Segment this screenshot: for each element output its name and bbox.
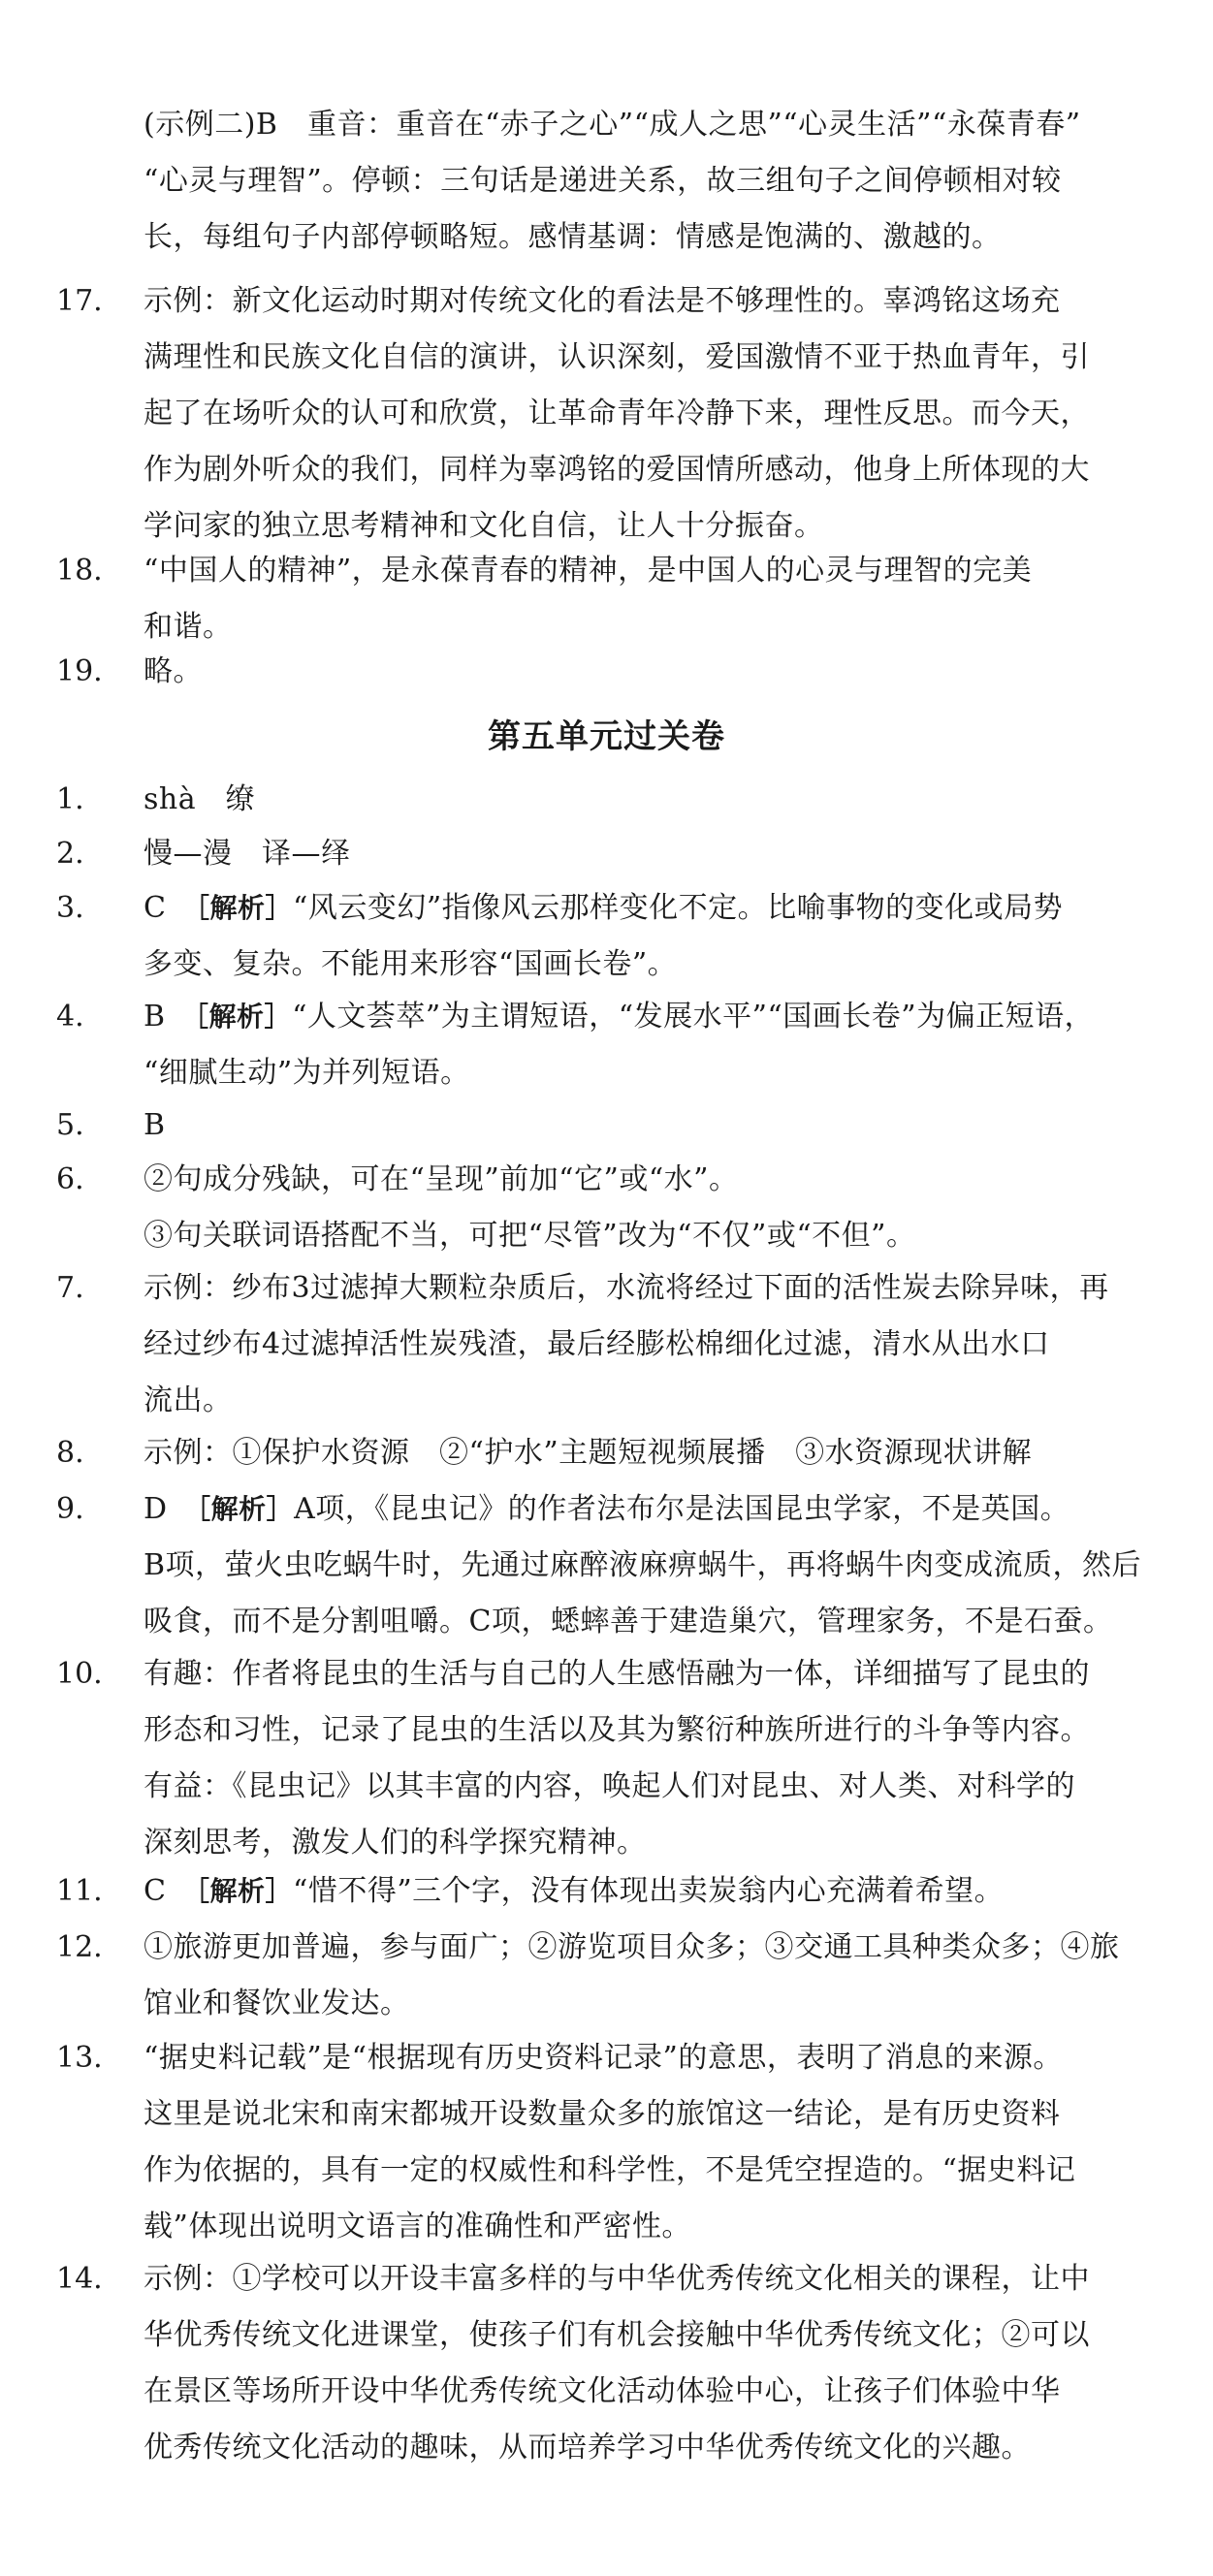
answer-18 [56, 543, 1171, 655]
answer-number: 3. [56, 891, 84, 925]
answer-line: 略。 [144, 654, 203, 688]
answer-number: 2. [56, 837, 84, 871]
answer-line: 有趣：作者将昆虫的生活与自己的人生感悟融为一体，详细描写了昆虫的 [144, 1657, 1090, 1691]
answer-line: 慢—漫 译—绎 [144, 837, 351, 871]
analysis-tag: ［解析］ [195, 1875, 293, 1907]
intro-line: “心灵与理智”。停顿：三句话是递进关系，故三组句子之间停顿相对较 [144, 164, 1062, 198]
answer-line: 多变、复杂。不能用来形容“国画长卷”。 [144, 947, 678, 981]
answer-line: “惜不得”三个字，没有体现出卖炭翁内心充满着希望。 [292, 1874, 1005, 1908]
answer-line: 馆业和餐饮业发达。 [144, 1987, 410, 2020]
answer-line: ①旅游更加普遍，参与面广；②游览项目众多；③交通工具种类众多；④旅 [144, 1930, 1120, 1964]
answer-number: 13. [56, 2041, 103, 2075]
answer-line: 在景区等场所开设中华优秀传统文化活动体验中心，让孩子们体验中华 [144, 2374, 1061, 2408]
answer-11 [56, 1863, 1171, 1920]
answer-4 [56, 989, 1171, 1101]
analysis-tag: ［解析］ [195, 892, 293, 924]
answer-5 [56, 1097, 1171, 1154]
intro-example-two [56, 97, 1171, 266]
answer-line: 流出。 [144, 1383, 233, 1417]
answer-line: 和谐。 [144, 610, 233, 644]
answer-6 [56, 1152, 1171, 1264]
answer-number: 9. [56, 1492, 84, 1526]
answer-number: 5. [56, 1108, 84, 1142]
answer-line: “风云变幻”指像风云那样变化不定。比喻事物的变化或局势 [292, 891, 1064, 925]
answer-13 [56, 2030, 1171, 2255]
answer-line: “细腻生动”为并列短语。 [144, 1056, 470, 1090]
answer-line: 优秀传统文化活动的趣味，从而培养学习中华优秀传统文化的兴趣。 [144, 2431, 1031, 2465]
answer-10 [56, 1646, 1171, 1871]
answer-line: 华优秀传统文化进课堂，使孩子们有机会接触中华优秀传统文化；②可以 [144, 2318, 1090, 2352]
answer-line: 示例：新文化运动时期对传统文化的看法是不够理性的。辜鸿铭这场充 [144, 284, 1061, 318]
answer-3 [56, 880, 1171, 993]
answer-number: 18. [56, 554, 103, 588]
answer-line: 示例：①学校可以开设丰富多样的与中华优秀传统文化相关的课程，让中 [144, 2262, 1090, 2296]
answer-line: 示例：纱布3过滤掉大颗粒杂质后，水流将经过下面的活性炭去除异味，再 [144, 1271, 1109, 1305]
answer-line: 示例：①保护水资源 ②“护水”主题短视频展播 ③水资源现状讲解 [144, 1436, 1033, 1470]
answer-number: 6. [56, 1162, 84, 1196]
answer-number: 11. [56, 1874, 103, 1908]
answer-line: 学问家的独立思考精神和文化自信，让人十分振奋。 [144, 509, 824, 543]
answer-number: 4. [56, 1000, 84, 1034]
answer-line: ③句关联词语搭配不当，可把“尽管”改为“不仅”或“不但”。 [144, 1219, 916, 1253]
answer-8 [56, 1425, 1171, 1481]
answer-12 [56, 1920, 1171, 2032]
answer-line: B项，萤火虫吃蜗牛时，先通过麻醉液麻痹蜗牛，再将蜗牛肉变成流质，然后 [144, 1548, 1142, 1582]
answer-line: 经过纱布4过滤掉活性炭残渣，最后经膨松棉细化过滤，清水从出水口 [144, 1327, 1050, 1361]
answer-line: 吸食，而不是分割咀嚼。C项，蟋蟀善于建造巢穴，管理家务，不是石蚕。 [144, 1605, 1113, 1638]
answer-17 [56, 273, 1171, 555]
answer-9 [56, 1481, 1171, 1650]
answer-line: “据史料记载”是“根据现有历史资料记录”的意思，表明了消息的来源。 [144, 2041, 1063, 2075]
answer-line: 形态和习性，记录了昆虫的生活以及其为繁衍种族所进行的斗争等内容。 [144, 1713, 1090, 1747]
analysis-tag: ［解析］ [195, 1001, 293, 1033]
answer-choice: B [144, 1000, 196, 1034]
answer-number: 7. [56, 1271, 84, 1305]
answer-2 [56, 826, 1171, 882]
answer-line: 作为依据的，具有一定的权威性和科学性，不是凭空捏造的。“据史料记 [144, 2153, 1076, 2187]
intro-line: (示例二)B 重音：重音在“赤子之心”“成人之思”“心灵生活”“永葆青春” [144, 108, 1081, 142]
answer-number: 12. [56, 1930, 103, 1964]
answer-14 [56, 2251, 1171, 2476]
answer-line: “人文荟萃”为主谓短语，“发展水平”“国画长卷”为偏正短语， [292, 1000, 1095, 1034]
answer-number: 8. [56, 1436, 84, 1470]
answer-19 [56, 644, 1171, 700]
intro-line: 长，每组句子内部停顿略短。感情基调：情感是饱满的、激越的。 [144, 220, 1002, 254]
answer-choice: D [144, 1492, 198, 1526]
analysis-tag: ［解析］ [197, 1493, 295, 1525]
answer-line: “中国人的精神”，是永葆青春的精神，是中国人的心灵与理智的完美 [144, 554, 1033, 588]
answer-1 [56, 772, 1171, 828]
answer-number: 17. [56, 284, 103, 318]
answer-line: 有益：《昆虫记》以其丰富的内容，唤起人们对昆虫、对人类、对科学的 [144, 1769, 1075, 1803]
answer-choice: C [144, 891, 196, 925]
answer-number: 10. [56, 1657, 103, 1691]
answer-line: ②句成分残缺，可在“呈现”前加“它”或“水”。 [144, 1162, 739, 1196]
answer-choice: C [144, 1874, 196, 1908]
answer-number: 14. [56, 2262, 103, 2296]
answer-number: 19. [56, 654, 103, 688]
answer-line: shà 缭 [144, 782, 256, 816]
answer-line: 满理性和民族文化自信的演讲，认识深刻，爱国激情不亚于热血青年，引 [144, 340, 1090, 374]
answer-line: A项，《昆虫记》的作者法布尔是法国昆虫学家，不是英国。 [294, 1492, 1070, 1526]
answer-line: 这里是说北宋和南宋都城开设数量众多的旅馆这一结论，是有历史资料 [144, 2097, 1061, 2131]
answer-line: 深刻思考，激发人们的科学探究精神。 [144, 1826, 647, 1860]
answer-line: B [144, 1108, 166, 1142]
answer-line: 载”体现出说明文语言的准确性和严密性。 [144, 2210, 691, 2243]
section-title: 第五单元过关卷 [488, 717, 725, 756]
answer-line: 作为剧外听众的我们，同样为辜鸿铭的爱国情所感动，他身上所体现的大 [144, 453, 1090, 487]
answer-number: 1. [56, 782, 84, 816]
answer-7 [56, 1260, 1171, 1429]
answer-line: 起了在场听众的认可和欣赏，让革命青年冷静下来，理性反思。而今天， [144, 397, 1090, 430]
